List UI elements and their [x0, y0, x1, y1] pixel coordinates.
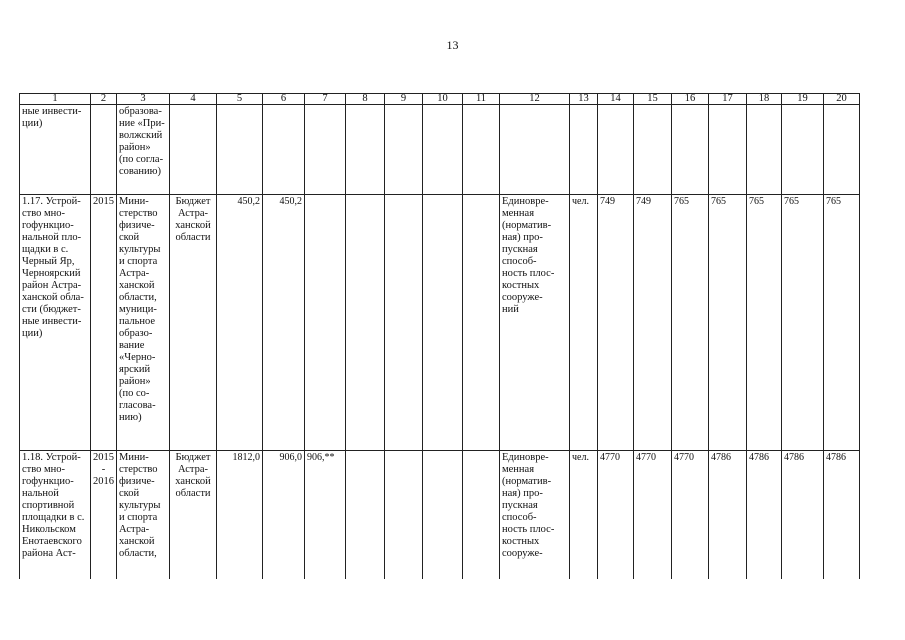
text-line: (по со- [119, 388, 150, 399]
value-cell: 4786 [824, 451, 860, 580]
value-cell: 450,2 [263, 195, 305, 451]
text-line: и спорта [119, 256, 158, 267]
funding-source-cell [170, 195, 217, 451]
column-header: 6 [263, 94, 305, 105]
unit-cell: чел. [570, 451, 598, 580]
text-line: ний [502, 304, 519, 315]
value-cell: 4770 [634, 451, 672, 580]
text-line: Мини- [119, 196, 149, 207]
text-line: ность плос- [502, 524, 555, 535]
column-header: 5 [217, 94, 263, 105]
unit-cell: чел. [570, 195, 598, 451]
table-row [20, 105, 860, 195]
indicator-cell [500, 451, 570, 580]
text-line: образо- [119, 328, 153, 339]
text-line: области, [119, 292, 157, 303]
column-header: 2 [91, 94, 117, 105]
text-line: ность плос- [502, 268, 555, 279]
text-line: ханской [119, 280, 155, 291]
header-row [20, 94, 860, 105]
text-line: сооруже- [502, 292, 543, 303]
unit-cell [570, 105, 598, 195]
empty-cell [463, 451, 500, 580]
executor-cell [117, 451, 170, 580]
empty-cell [423, 105, 463, 195]
text-line: сованию) [119, 166, 161, 177]
text-line: пускная [502, 244, 538, 255]
text-line: 2016 [93, 476, 114, 487]
value-cell [672, 105, 709, 195]
text-line: ство мно- [22, 464, 66, 475]
value-cell: 765 [672, 195, 709, 451]
empty-cell [346, 451, 385, 580]
empty-cell [346, 195, 385, 451]
column-header: 8 [346, 94, 385, 105]
column-header: 16 [672, 94, 709, 105]
funding-source-cell [170, 105, 217, 195]
empty-cell [463, 105, 500, 195]
text-line: физиче- [119, 476, 155, 487]
text-line: (норматив- [502, 220, 552, 231]
text-line: стерство [119, 208, 158, 219]
column-header: 1 [20, 94, 91, 105]
text-line: Астра- [119, 524, 150, 535]
text-line: спортивной [22, 500, 75, 511]
text-line: способ- [502, 512, 537, 523]
text-line: «Черно- [119, 352, 156, 363]
column-header: 15 [634, 94, 672, 105]
item-name-cell [20, 105, 91, 195]
text-line: Черный Яр, [22, 256, 75, 267]
text-line: ции) [22, 118, 43, 129]
text-line: ство мно- [22, 208, 66, 219]
year-cell [91, 105, 117, 195]
text-line: костных [502, 536, 540, 547]
text-line: нию) [119, 412, 142, 423]
text-line: волжский [119, 130, 163, 141]
value-cell [217, 105, 263, 195]
empty-cell [463, 195, 500, 451]
value-cell: 765 [709, 195, 747, 451]
table-row [20, 195, 860, 451]
column-header: 7 [305, 94, 346, 105]
value-cell: 4786 [782, 451, 824, 580]
value-cell [305, 105, 346, 195]
text-line: ханской обла- [22, 292, 84, 303]
text-line: щадки в с. [22, 244, 69, 255]
text-line: пальное [119, 316, 156, 327]
empty-cell [346, 105, 385, 195]
text-line: ской [119, 232, 140, 243]
executor-cell [117, 195, 170, 451]
column-header: 18 [747, 94, 782, 105]
year-cell [91, 451, 117, 580]
text-line: сооруже- [502, 548, 543, 559]
column-header: 13 [570, 94, 598, 105]
value-cell [598, 105, 634, 195]
item-name-cell [20, 195, 91, 451]
page-number: 13 [446, 38, 459, 52]
text-line: ской [119, 488, 140, 499]
text-line: ные инвести- [22, 316, 82, 327]
value-cell [709, 105, 747, 195]
text-line: области [175, 488, 211, 499]
text-line: (по согла- [119, 154, 164, 165]
column-header: 3 [117, 94, 170, 105]
text-line: ханской [175, 220, 211, 231]
value-cell: 4786 [747, 451, 782, 580]
value-cell [305, 195, 346, 451]
text-line: культуры [119, 244, 161, 255]
text-line: области [175, 232, 211, 243]
text-line: район Астра- [22, 280, 82, 291]
text-line: гласова- [119, 400, 156, 411]
text-line: вание [119, 340, 145, 351]
column-header: 9 [385, 94, 423, 105]
year-cell [91, 195, 117, 451]
text-line: культуры [119, 500, 161, 511]
value-cell: 906,0 [263, 451, 305, 580]
empty-cell [385, 105, 423, 195]
value-cell [263, 105, 305, 195]
value-cell: 450,2 [217, 195, 263, 451]
text-line: физиче- [119, 220, 155, 231]
empty-cell [385, 451, 423, 580]
empty-cell [423, 195, 463, 451]
value-cell [747, 105, 782, 195]
text-line: Единовре- [502, 196, 549, 207]
empty-cell [423, 451, 463, 580]
value-cell: 906,** [305, 451, 346, 580]
text-line: района Аст- [22, 548, 76, 559]
value-cell: 765 [782, 195, 824, 451]
text-line: менная [502, 208, 535, 219]
text-line: ные инвести- [22, 106, 82, 117]
text-line: 2015 [93, 452, 114, 463]
text-line: район» [119, 376, 151, 387]
value-cell [634, 105, 672, 195]
funding-source-cell [170, 451, 217, 580]
text-line: площадки в с. [22, 512, 85, 523]
value-cell [824, 105, 860, 195]
text-line: стерство [119, 464, 158, 475]
value-cell: 765 [824, 195, 860, 451]
column-header: 12 [500, 94, 570, 105]
text-line: ции) [22, 328, 43, 339]
text-line: район» [119, 142, 151, 153]
value-cell: 749 [598, 195, 634, 451]
text-line: Бюджет [175, 196, 211, 207]
column-header: 19 [782, 94, 824, 105]
text-line: способ- [502, 256, 537, 267]
text-line: Астра- [177, 208, 209, 219]
text-line: 1.17. Устрой- [22, 196, 81, 207]
text-line: (норматив- [502, 476, 552, 487]
value-cell: 749 [634, 195, 672, 451]
text-line: гофункцио- [22, 476, 74, 487]
text-line: Енотаевского [22, 536, 82, 547]
column-header: 20 [824, 94, 860, 105]
text-line: области, [119, 548, 157, 559]
text-line: Мини- [119, 452, 149, 463]
indicator-cell [500, 195, 570, 451]
text-line: Бюджет [175, 452, 211, 463]
column-header: 17 [709, 94, 747, 105]
value-cell: 4770 [672, 451, 709, 580]
value-cell: 1812,0 [217, 451, 263, 580]
empty-cell [385, 195, 423, 451]
table-row [20, 451, 860, 580]
executor-cell [117, 105, 170, 195]
text-line: пускная [502, 500, 538, 511]
indicator-cell [500, 105, 570, 195]
value-cell: 4770 [598, 451, 634, 580]
item-name-cell [20, 451, 91, 580]
value-cell: 4786 [709, 451, 747, 580]
text-line: ная) про- [502, 232, 543, 243]
column-header: 11 [463, 94, 500, 105]
text-line: Астра- [119, 268, 150, 279]
text-line: сти (бюджет- [22, 304, 81, 315]
text-line: менная [502, 464, 535, 475]
value-cell [782, 105, 824, 195]
text-line: и спорта [119, 512, 158, 523]
column-header: 4 [170, 94, 217, 105]
text-line: - [101, 464, 106, 475]
text-line: ханской [175, 476, 211, 487]
text-line: ная) про- [502, 488, 543, 499]
text-line: муници- [119, 304, 157, 315]
text-line: Черноярский [22, 268, 81, 279]
text-line: Никольском [22, 524, 76, 535]
text-line: 2015 [93, 196, 114, 207]
text-line: нальной пло- [22, 232, 82, 243]
text-line: ние «При- [119, 118, 165, 129]
value-cell: 765 [747, 195, 782, 451]
text-line: костных [502, 280, 540, 291]
text-line: Единовре- [502, 452, 549, 463]
text-line: гофункцио- [22, 220, 74, 231]
data-table [19, 93, 860, 579]
column-header: 10 [423, 94, 463, 105]
text-line: 1.18. Устрой- [22, 452, 81, 463]
text-line: нальной [22, 488, 59, 499]
text-line: ярский [119, 364, 151, 375]
text-line: Астра- [177, 464, 209, 475]
text-line: образова- [119, 106, 162, 117]
text-line: ханской [119, 536, 155, 547]
column-header: 14 [598, 94, 634, 105]
